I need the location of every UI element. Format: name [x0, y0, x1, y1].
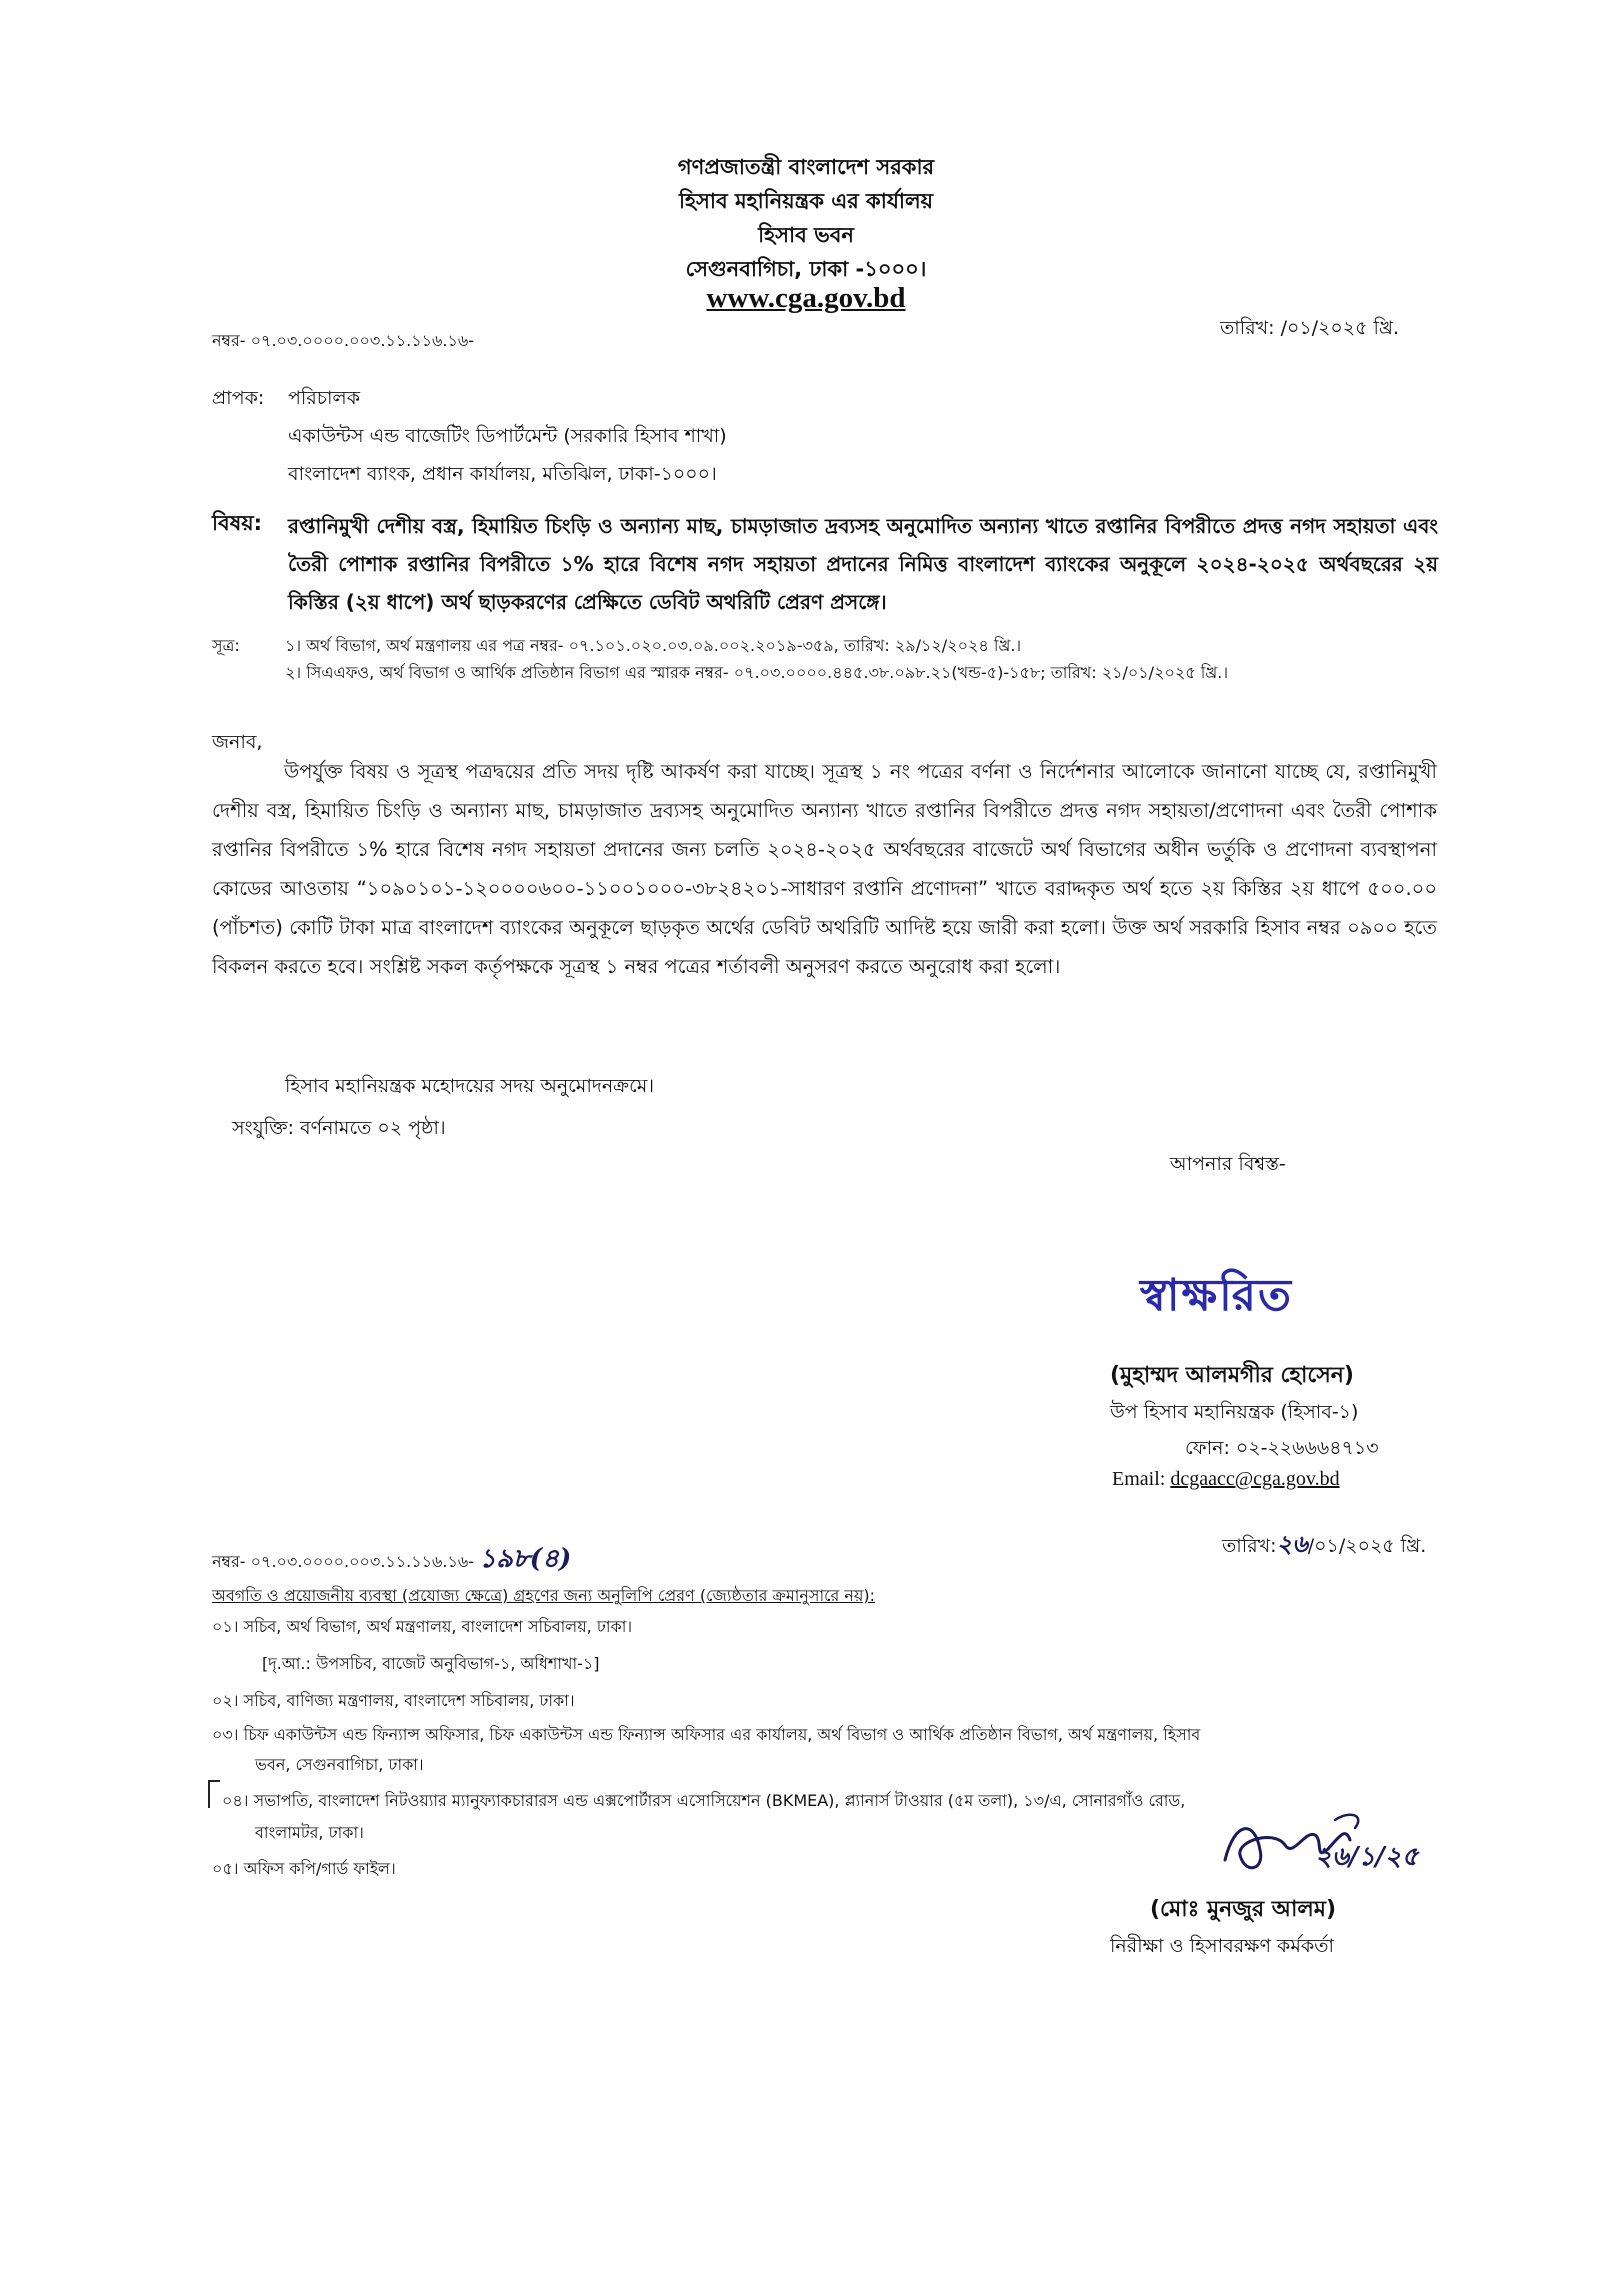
distribution-item-5: ০৫। অফিস কপি/গার্ড ফাইল। [212, 1859, 396, 1878]
copy-memo-number-handwritten: ১৯৮(৪) [479, 1544, 572, 1574]
copy-memo-number-line [212, 1538, 571, 1582]
signatory-phone: ফোন: ০২-২২৬৬৬৪৭১৩ [1185, 1437, 1379, 1459]
copy-memo-date-suffix: /০১/২০২৫ খ্রি. [1307, 1535, 1427, 1557]
recipient-address: বাংলাদেশ ব্যাংক, প্রধান কার্যালয়, মতিঝিল, ঢাকা-১০০০। [288, 463, 717, 485]
copy-memo-date-prefix: তারিখ: [1222, 1535, 1277, 1557]
website-link[interactable]: www.cga.gov.bd [706, 282, 906, 314]
officer-sign-date: ২৬/১/২৫ [1315, 1842, 1419, 1872]
recipient-title: পরিচালক [288, 387, 360, 409]
subject-text: রপ্তানিমুখী দেশীয় বস্ত্র, হিমায়িত চিংড়ি ও অন্যান্য মাছ, চামড়াজাত দ্রব্যসহ অনুমোদিত অন্যান্য খাতে রপ্তানির বিপরীতে প্রদত্ত নগদ সহায়তা এবং তৈরী পোশাক রপ্তানির বিপরীতে ১% হারে বিশেষ নগদ সহায়তা প্রদানের নিমিত্ত বাংলাদেশ ব্যাংকের অনুকূলে ২০২৪-২০২৫ অর্থবছরের ২য় কিস্তির (২য় ধাপে) অর্থ ছাড়করণের প্রেক্ষিতে ডেবিট অথরিটি প্রেরণ প্রসঙ্গে। [288, 514, 1438, 614]
copy-memo-date-handwritten: ২৬ [1276, 1529, 1308, 1558]
closing: আপনার বিশ্বস্ত- [1170, 1153, 1286, 1175]
signatory-designation: উপ হিসাব মহানিয়ন্ত্রক (হিসাব-১) [1110, 1401, 1359, 1423]
references-label: সূত্র: [212, 636, 240, 655]
approval-note: হিসাব মহানিয়ন্ত্রক মহোদয়ের সদয় অনুমোদনক্রমে। [285, 1075, 655, 1097]
email-link[interactable]: dcgaacc@cga.gov.bd [1170, 1468, 1340, 1490]
distribution-item-4-cont: বাংলামটর, ঢাকা। [255, 1823, 364, 1842]
officer-name: (মোঃ মুনজুর আলম) [1150, 1897, 1337, 1922]
office-name: হিসাব মহানিয়ন্ত্রক এর কার্যালয় [678, 189, 934, 213]
reference-1: ১। অর্থ বিভাগ, অর্থ মন্ত্রণালয় এর পত্র নম্বর- ০৭.১০১.০২০.০৩.০৯.০০২.২০১৯-৩৫৯, তারিখ: ২৯/১২/২০২৪ খ্রি.। [285, 636, 1022, 655]
distribution-item-3: ০৩। চিফ একাউন্টস এন্ড ফিন্যান্স অফিসার, চিফ একাউন্টস এন্ড ফিন্যান্স অফিসার এর কার্যালয়, অর্থ বিভাগ ও আর্থিক প্রতিষ্ঠান বিভাগ, অর্থ মন্ত্রণালয়, হিসাব [212, 1725, 1201, 1744]
reference-2: ২। সিএএফও, অর্থ বিভাগ ও আর্থিক প্রতিষ্ঠান বিভাগ এর স্মারক নম্বর- ০৭.০৩.০০০০.৪৪৫.৩৮.০৯৮.২১(খন্ড-৫)-১৫৮; তারিখ: ২১/০১/২০২৫ খ্রি.। [285, 663, 1229, 682]
building-name: হিসাব ভবন [758, 223, 854, 247]
email-label: Email: [1112, 1468, 1166, 1490]
distribution-item-1: ০১। সচিব, অর্থ বিভাগ, অর্থ মন্ত্রণালয়, বাংলাদেশ সচিবালয়, ঢাকা। [212, 1617, 633, 1636]
signatory-name: (মুহাম্মদ আলমগীর হোসেন) [1110, 1363, 1354, 1388]
memo-date: তারিখ: /০১/২০২৫ খ্রি. [1220, 317, 1400, 339]
attachment-note: সংযুক্তি: বর্ণনামতে ০২ পৃষ্ঠা। [232, 1117, 446, 1139]
copy-memo-number: নম্বর- ০৭.০৩.০০০০.০০৩.১১.১১৬.১৬- [212, 1552, 475, 1571]
recipient-label: প্রাপক: [212, 387, 265, 409]
distribution-heading: অবগতি ও প্রয়োজনীয় ব্যবস্থা (প্রযোজ্য ক্ষেত্রে) গ্রহণের জন্য অনুলিপি প্রেরণ (জ্যেষ্ঠতার ক্রমানুসারে নয়): [212, 1586, 876, 1605]
body-paragraph: উপর্যুক্ত বিষয় ও সূত্রস্থ পত্রদ্বয়ের প্রতি সদয় দৃষ্টি আকর্ষণ করা যাচ্ছে। সূত্রস্থ ১ নং পত্রের বর্ণনা ও নির্দেশনার আলোকে জানানো যাচ্ছে যে, রপ্তানিমুখী দেশীয় বস্ত্র, হিমায়িত চিংড়ি ও অন্যান্য মাছ, চামড়াজাত দ্রব্যসহ অনুমোদিত অন্যান্য খাতে রপ্তানির বিপরীতে প্রদত্ত নগদ সহায়তা/প্রণোদনা এবং তৈরী পোশাক রপ্তানির বিপরীতে ১% হারে বিশেষ নগদ সহায়তা প্রদানের জন্য চলতি ২০২৪-২০২৫ অর্থবছরের বাজেটে অর্থ বিভাগের অধীন ভর্তুকি ও প্রণোদনা ব্যবস্থাপনা কোডের আওতায় “১০৯০১০১-১২০০০০৬০০-১১০০১০০০-৩৮২৪২০১-সাধারণ রপ্তানি প্রণোদনা” খাতে বরাদ্দকৃত অর্থ হতে ২য় কিস্তির ২য় ধাপে ৫০০.০০ (পাঁচশত) কোটি টাকা মাত্র বাংলাদেশ ব্যাংকের অনুকূলে ছাড়কৃত অর্থের ডেবিট অথরিটি আদিষ্ট হয়ে জারী করা হলো। উক্ত অর্থ সরকারি হিসাব নম্বর ০৯০০ হতে বিকলন করতে হবে। সংশ্লিষ্ট সকল কর্তৃপক্ষকে সূত্রস্থ ১ নম্বর পত্রের শর্তাবলী অনুসরণ করতে অনুরোধ করা হলো। [212, 760, 1437, 978]
memo-number: নম্বর- ০৭.০৩.০০০০.০০৩.১১.১১৬.১৬- [212, 331, 475, 350]
signed-stamp: স্বাক্ষরিত [1140, 1270, 1293, 1321]
website-wrap [0, 282, 1612, 315]
distribution-item-3-cont: ভবন, সেগুনবাগিচা, ঢাকা। [255, 1755, 424, 1774]
govt-name: গণপ্রজাতন্ত্রী বাংলাদেশ সরকার [677, 155, 935, 179]
distribution-item-2: ০২। সচিব, বাণিজ্য মন্ত্রণালয়, বাংলাদেশ সচিবালয়, ঢাকা। [212, 1691, 575, 1710]
office-address: সেগুনবাগিচা, ঢাকা -১০০০। [685, 257, 927, 281]
officer-designation: নিরীক্ষা ও হিসাবরক্ষণ কর্মকর্তা [1110, 1935, 1334, 1957]
signatory-email-line [1112, 1468, 1340, 1491]
handwritten-mark [208, 1780, 220, 1808]
subject-label: বিষয়: [212, 511, 263, 535]
recipient-department: একাউন্টস এন্ড বাজেটিং ডিপার্টমেন্ট (সরকারি হিসাব শাখা) [288, 425, 727, 447]
salutation: জনাব, [212, 731, 263, 753]
distribution-item-4: ০৪। সভাপতি, বাংলাদেশ নিটওয়্যার ম্যানুফ্যাকচারারস এন্ড এক্সপোর্টারস এসোসিয়েশন (BKMEA), প্ল্যানার্স টাওয়ার (৫ম তলা), ১৩/এ, সোনারগাঁও রোড, [222, 1791, 1186, 1810]
distribution-item-1-sub: [দৃ.আ.: উপসচিব, বাজেট অনুবিভাগ-১, অধিশাখা-১] [262, 1654, 600, 1673]
copy-memo-date-line [1222, 1526, 1426, 1566]
